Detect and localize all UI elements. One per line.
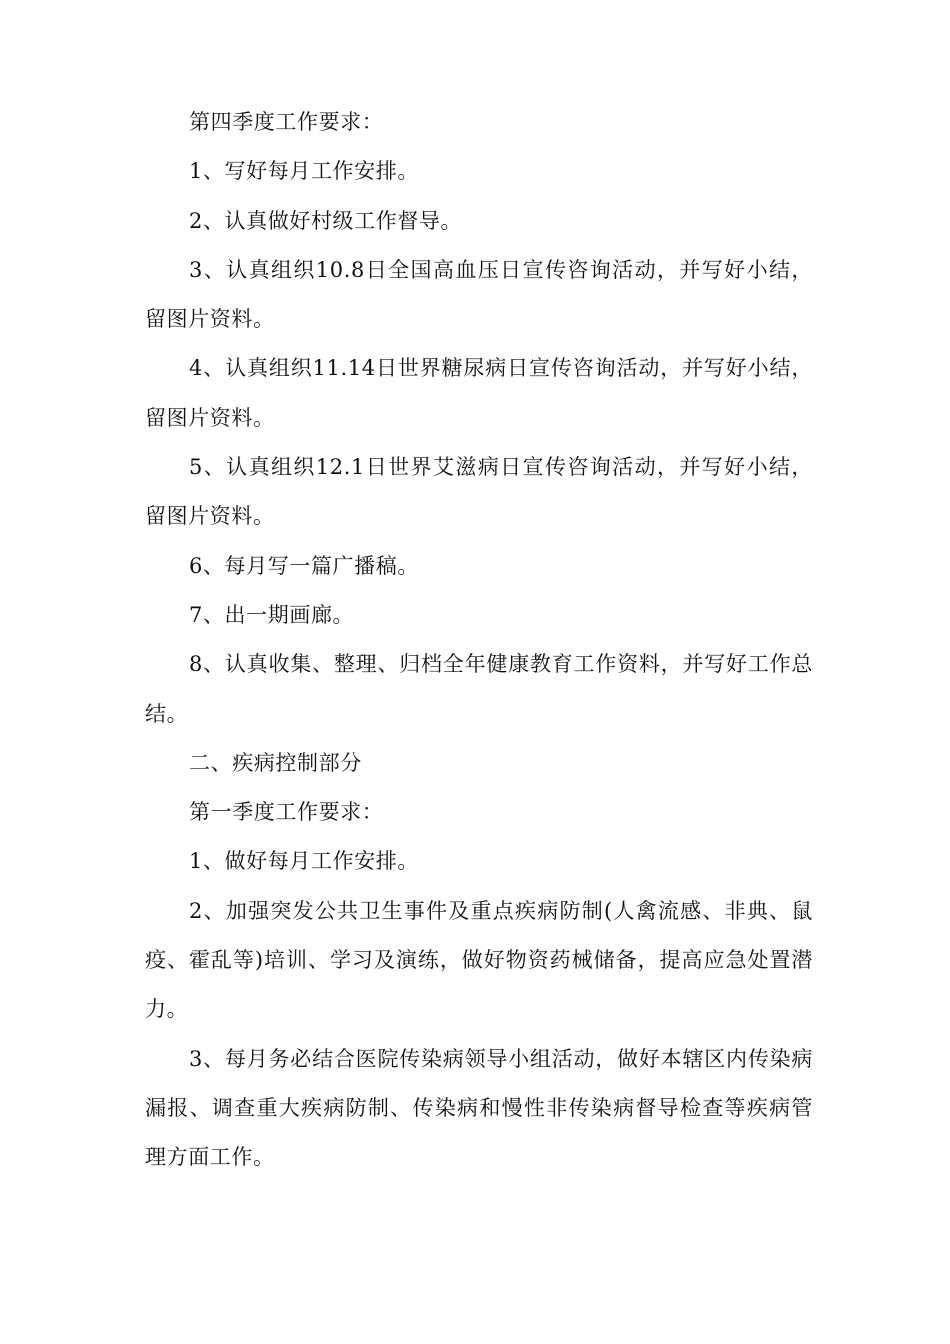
list-item: 1、写好每月工作安排。	[189, 159, 419, 184]
section-heading: 二、疾病控制部分	[189, 750, 362, 775]
list-item: 5、认真组织12.1日世界艾滋病日宣传咨询活动，并写好小结，留图片资料。	[145, 455, 813, 529]
list-item: 2、认真做好村级工作督导。	[189, 208, 463, 233]
list-item: 1、做好每月工作安排。	[189, 849, 419, 874]
list-item: 4、认真组织11.14日世界糖尿病日宣传咨询活动，并写好小结，留图片资料。	[145, 356, 813, 430]
subsection-heading: 第一季度工作要求：	[189, 800, 384, 825]
list-item: 8、认真收集、整理、归档全年健康教育工作资料，并写好工作总结。	[145, 652, 813, 726]
document-body	[145, 98, 813, 1183]
list-item: 3、每月务必结合医院传染病领导小组活动，做好本辖区内传染病漏报、调查重大疾病防制、传染病和慢性非传染病督导检查等疾病管理方面工作。	[145, 1046, 813, 1170]
list-item: 3、认真组织10.8日全国高血压日宣传咨询活动，并写好小结，留图片资料。	[145, 257, 813, 332]
list-item: 6、每月写一篇广播稿。	[189, 553, 419, 578]
section-heading: 第四季度工作要求：	[189, 110, 384, 134]
list-item: 7、出一期画廊。	[189, 602, 355, 627]
list-item: 2、加强突发公共卫生事件及重点疾病防制(人禽流感、非典、鼠疫、霍乱等)培训、学习及演练，做好物资药械储备，提高应急处置潜力。	[145, 898, 813, 1022]
